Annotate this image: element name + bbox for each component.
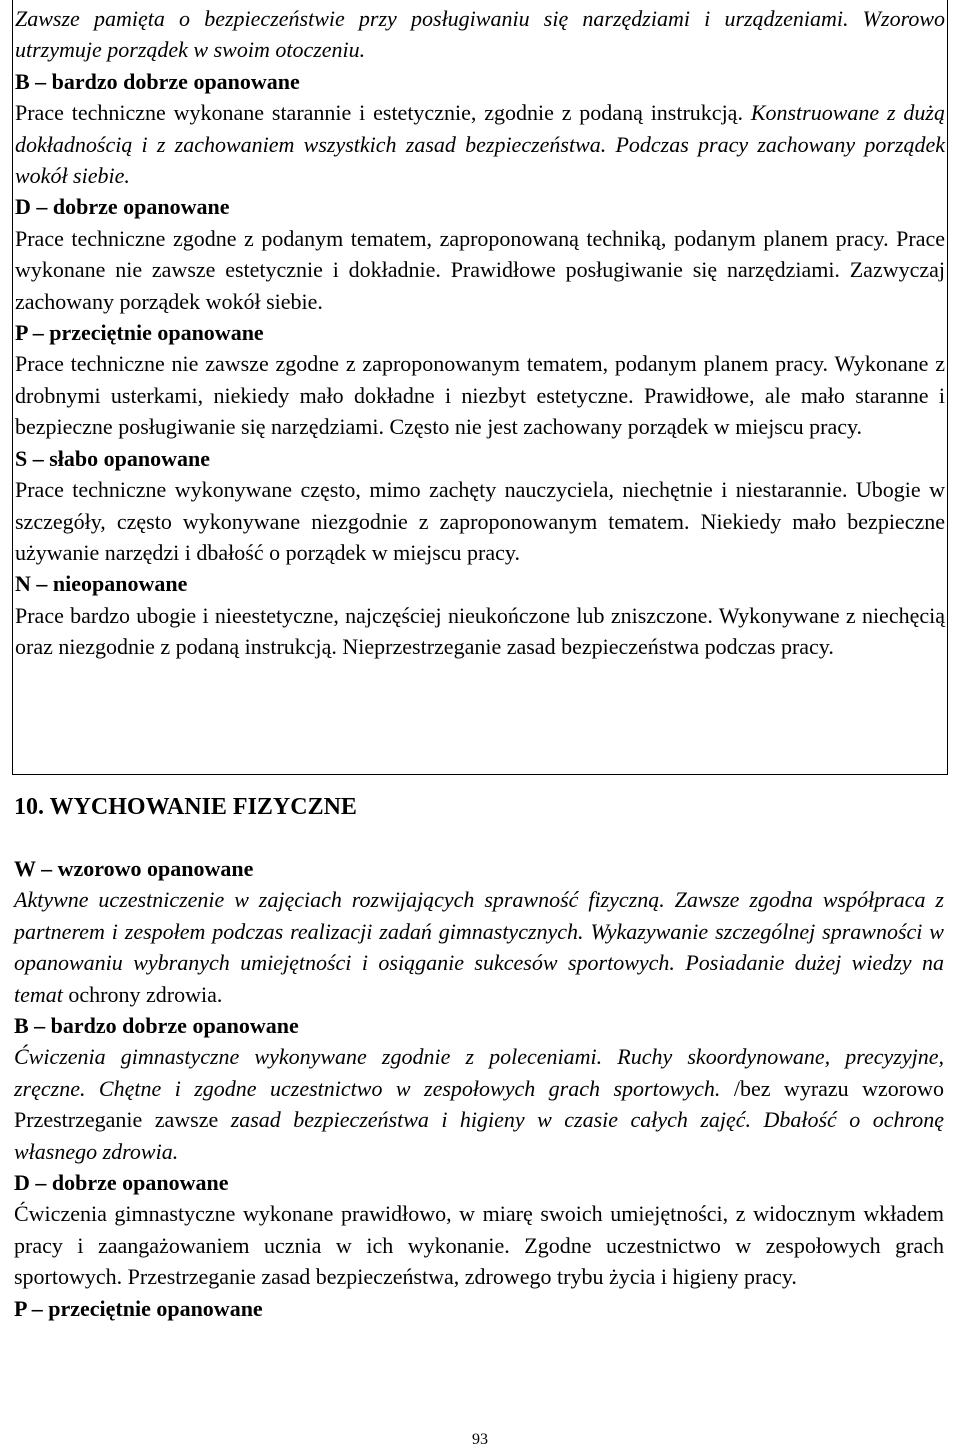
technika-criteria-content <box>15 3 945 663</box>
page-number: 93 <box>472 1431 488 1448</box>
wf-grade-b-heading: B – bardzo dobrze opanowane <box>14 1013 299 1039</box>
wf-grade-d-heading: D – dobrze opanowane <box>14 1170 229 1196</box>
wf-grade-b-text <box>14 1041 944 1167</box>
wf-grade-b-text-italic: Ćwiczenia gimnastyczne wykonywane zgodnie z poleceniami. Ruchy skoordynowane, precyzyjne, zręczne. Chętne i zgodne uczestnictwo w zespołowych grach sportowych. <box>14 1044 944 1101</box>
technika-criteria-box <box>12 0 948 775</box>
grade-b-text-italic: Konstruowane z dużą dokładnością i z zachowaniem wszystkich zasad bezpieczeństwa. Podczas pracy zachowany porządek wokół siebie. <box>15 100 945 189</box>
grade-d-text: Prace techniczne zgodne z podanym tematem, zaproponowaną techniką, podanym planem pracy. Prace wykonane nie zawsze estetycznie i dokładnie. Prawidłowe posługiwanie się narzędziami. Zazwyczaj zachowany porządek wokół siebie. <box>15 225 945 314</box>
wf-grade-d-text: Ćwiczenia gimnastyczne wykonane prawidłowo, w miarę swoich umiejętności, z widocznym wkładem pracy i zaangażowaniem ucznia w ich wykonanie. Zgodne uczestnictwo w zespołowych grach sportowych. Przestrzeganie zasad bezpieczeństwa, zdrowego trybu życia i higieny pracy. <box>14 1201 944 1290</box>
grade-b-heading: B – bardzo dobrze opanowane <box>15 68 300 94</box>
grade-n-text: Prace bardzo ubogie i nieestetyczne, najczęściej nieukończone lub zniszczone. Wykonywane z niechęcią oraz niezgodnie z podaną instrukcją. Nieprzestrzeganie zasad bezpieczeństwa podczas pracy. <box>15 602 945 660</box>
wf-grade-w-text-regular: ochrony zdrowia. <box>68 981 223 1007</box>
wf-grade-w-heading: W – wzorowo opanowane <box>14 856 254 881</box>
wf-grade-p-heading: P – przeciętnie opanowane <box>14 1295 263 1321</box>
wf-grade-w-text-italic: Aktywne uczestniczenie w zajęciach rozwijających sprawność fizyczną. Zawsze zgodna współpraca z partnerem i zespołem podczas realizacji zadań gimnastycznych. Wykazywanie szczególnej sprawności w opanowaniu wybranych umiejętności i osiąganie sukcesów sportowych. Posiadanie dużej wiedzy na temat <box>14 887 944 1007</box>
grade-s-text: Prace techniczne wykonywane często, mimo zachęty nauczyciela, niechętnie i niestarannie. Ubogie w szczegóły, często wykonywane niezgodnie z zaproponowanym tematem. Niekiedy mało bezpieczne używanie narzędzi i dbałość o porządek w miejscu pracy. <box>15 477 945 565</box>
section-title: 10. WYCHOWANIE FIZYCZNE <box>14 794 357 820</box>
wychowanie-fizyczne-criteria <box>14 853 944 1324</box>
grade-p-heading: P – przeciętnie opanowane <box>15 320 264 346</box>
grade-n-heading: N – nieopanowane <box>15 571 188 597</box>
wf-grade-b-text-italic2: zasad bezpieczeństwa i higieny w czasie całych zajęć. Dbałość o ochronę własnego zdrowia. <box>14 1107 944 1164</box>
grade-b-text-regular: Prace techniczne wykonane starannie i estetycznie, zgodnie z podaną instrukcją. <box>15 100 751 126</box>
intro-paragraph: Zawsze pamiętа o bezpieczeństwie przy posługiwaniu się narzędziami i urządzeniami. Wzorowo utrzymuje porządek w swoim otoczeniu. <box>15 6 945 63</box>
grade-d-heading: D – dobrze opanowane <box>15 194 230 220</box>
grade-b-text <box>15 97 945 191</box>
wf-grade-w-text <box>14 884 944 1010</box>
grade-p-text: Prace techniczne nie zawsze zgodne z zaproponowanym tematem, podanym planem pracy. Wykonane z drobnymi usterkami, niekiedy mało dokładne i niezbyt estetyczne. Prawidłowe, ale mało staranne i bezpieczne posługiwanie się narzędziami. Często nie jest zachowany porządek w miejscu pracy. <box>15 351 945 440</box>
grade-s-heading: S – słabo opanowane <box>15 445 211 471</box>
wf-grade-b-text-regular: /bez wyrazu wzorowo Przestrzeganie zawsze <box>14 1075 944 1133</box>
